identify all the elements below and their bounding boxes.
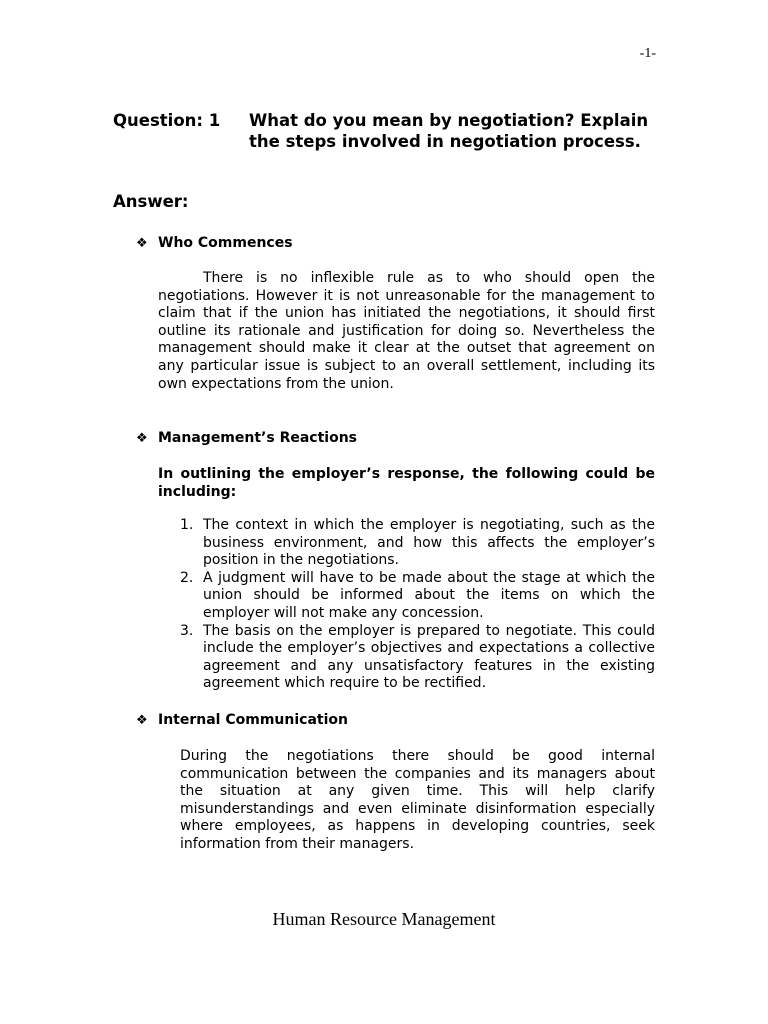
list-item-text: The context in which the employer is negotiating, such as the business environment, and how this affects the employer’s position in the negotiations. — [203, 517, 655, 569]
question-block — [113, 110, 658, 152]
section-heading-who-commences — [136, 235, 293, 251]
list-item-number: 2. — [180, 569, 194, 586]
numbered-list — [158, 517, 655, 693]
list-item — [158, 517, 655, 570]
section-paragraph-internal-communication: During the negotiations there should be good internal communication between the companies and its managers about the situation at any given time. This will help clarify misunderstandings and even eliminate disinformation especially where employees, as happens in developing countries, seek information from their managers. — [180, 748, 655, 852]
section-heading-text: Management’s Reactions — [158, 430, 358, 446]
section-heading-management-reactions — [136, 430, 357, 446]
diamond-bullet-icon: ❖ — [136, 236, 148, 251]
page-number: -1- — [639, 46, 656, 61]
section-paragraph-who-commences: There is no inflexible rule as to who should open the negotiations. However it is not unreasonable for the management to claim that if the union has initiated the negotiations, it should first outline its rationale and justification for doing so. Nevertheless the management should make it clear at the outset that agreement on any particular issue is subject to an overall settlement, including its own expectations from the union. — [158, 270, 655, 392]
list-item-number: 1. — [180, 517, 194, 533]
footer-title: Human Resource Management — [272, 909, 496, 929]
answer-heading: Answer: — [113, 192, 189, 211]
section-heading-internal-communication — [136, 712, 348, 728]
list-item-text: The basis on the employer is prepared to negotiate. This could include the employer’s objectives and expectations a collective agreement and any unsatisfactory features in the existing agreement which require to be rectified. — [203, 622, 655, 692]
list-item-number: 3. — [180, 622, 194, 639]
section-heading-text: Internal Communication — [158, 712, 348, 728]
list-item-text: A judgment will have to be made about the stage at which the union should be informed about the items on which the employer will not make any concession. — [203, 569, 655, 621]
list-item — [158, 570, 655, 623]
section-heading-text: Who Commences — [158, 235, 293, 251]
section-subheading: In outlining the employer’s response, the following could be including: — [158, 466, 655, 500]
diamond-bullet-icon: ❖ — [136, 431, 148, 446]
question-label: Question: 1 — [113, 111, 221, 130]
question-text: What do you mean by negotiation? Explain the steps involved in negotiation process. — [249, 111, 649, 151]
diamond-bullet-icon: ❖ — [136, 713, 148, 728]
list-item — [158, 623, 655, 693]
